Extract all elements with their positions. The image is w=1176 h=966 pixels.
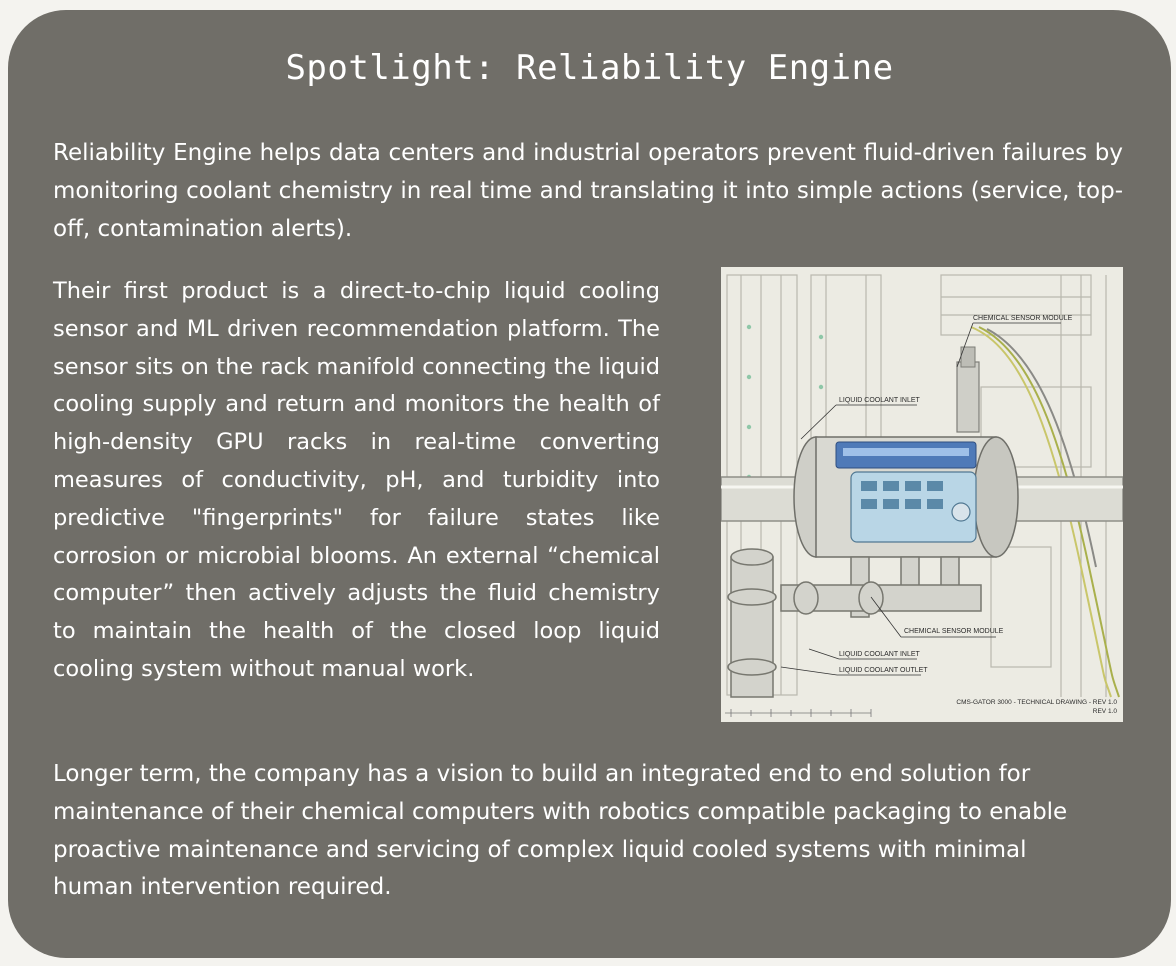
drawing-caption: CMS-GATOR 3000 - TECHNICAL DRAWING - REV 1.0	[956, 699, 1117, 706]
label-sensor-module-top: CHEMICAL SENSOR MODULE	[973, 315, 1073, 322]
spotlight-card	[8, 10, 1171, 958]
label-coolant-outlet: LIQUID COOLANT OUTLET	[839, 667, 928, 674]
technical-drawing-svg	[721, 267, 1123, 722]
label-sensor-module-bottom: CHEMICAL SENSOR MODULE	[904, 628, 1004, 635]
vision-paragraph: Longer term, the company has a vision to build an integrated end to end solution for maintenance of their chemical computers with robotics compatible packaging to enable proactive maintenance and servicing of complex liquid cooled systems with minimal human intervention required.	[53, 761, 1068, 901]
label-coolant-inlet-bottom: LIQUID COOLANT INLET	[839, 651, 920, 658]
technical-drawing	[721, 267, 1123, 722]
intro-paragraph: Reliability Engine helps data centers and industrial operators prevent fluid-driven failures by monitoring coolant chemistry in real time and translating it into simple actions (service, top-off, contamination alerts).	[53, 140, 1123, 242]
product-paragraph: Their first product is a direct-to-chip liquid cooling sensor and ML driven recommendation platform. The sensor sits on the rack manifold connecting the liquid cooling supply and return and monitors the health of high-density GPU racks in real-time converting measures of conductivity, pH, and turbidity into predictive "fingerprints" for failure states like corrosion or microbial blooms. An external “chemical computer” then actively adjusts the fluid chemistry to maintain the health of the closed loop liquid cooling system without manual work.	[53, 278, 660, 682]
page-title: Spotlight: Reliability Engine	[285, 48, 894, 88]
label-coolant-inlet-top: LIQUID COOLANT INLET	[839, 397, 920, 404]
drawing-revision: REV 1.0	[1092, 708, 1117, 715]
